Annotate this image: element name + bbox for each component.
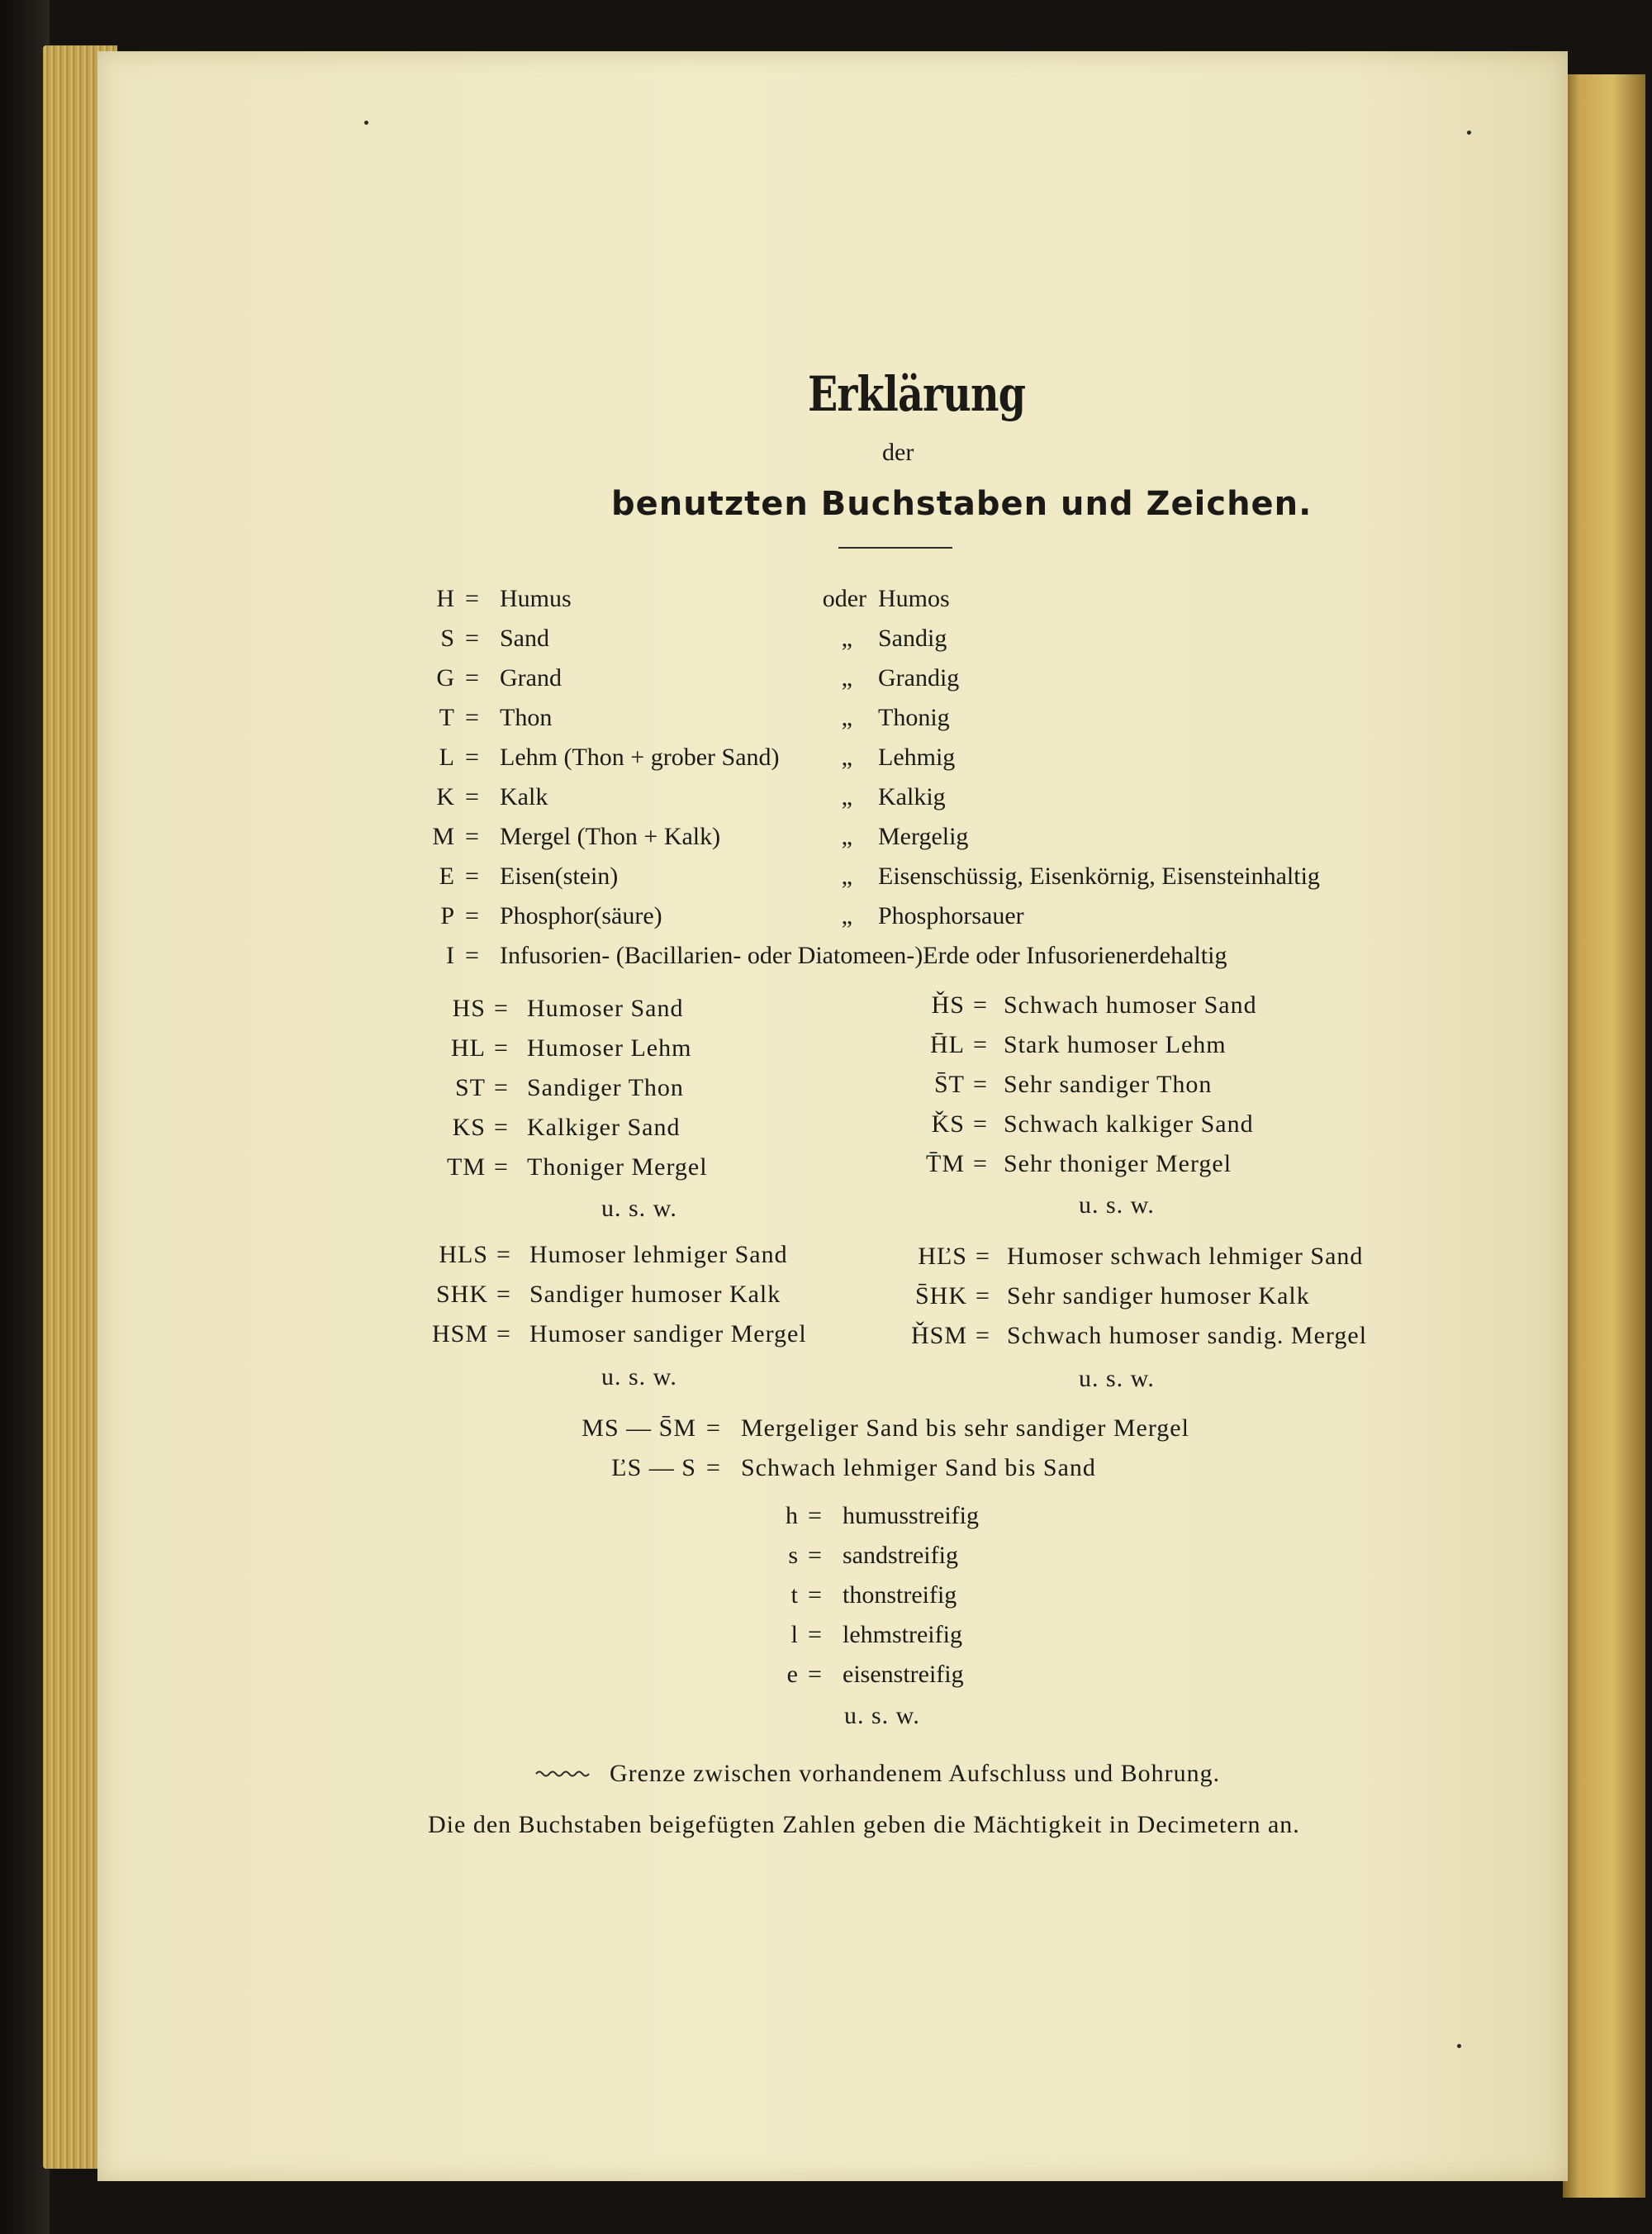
conjunction: „: [841, 704, 852, 731]
divider: [838, 547, 952, 549]
equals-sign: =: [465, 863, 479, 890]
symbol-meaning: Humoser lehmiger Sand: [529, 1241, 788, 1268]
equals-sign: =: [465, 585, 479, 612]
equals-sign: =: [465, 744, 479, 771]
conjunction: „: [841, 783, 852, 810]
equals-sign: =: [976, 1282, 990, 1310]
symbol-meaning: Schwach humoser Sand: [1004, 991, 1257, 1019]
symbol-code: E: [439, 863, 454, 890]
equals-sign: =: [973, 1110, 987, 1138]
equals-sign: =: [465, 664, 479, 692]
adjective-form: Grandig: [878, 664, 960, 692]
symbol-code: K: [436, 783, 454, 810]
page-title: Erklärung: [808, 366, 1026, 422]
stripe-code: t: [790, 1581, 798, 1609]
equals-sign: =: [465, 823, 479, 850]
adjective-form: Sandig: [878, 625, 947, 652]
symbol-meaning: Grand: [500, 664, 562, 692]
equals-sign: =: [808, 1621, 822, 1648]
symbol-meaning: Humoser Lehm: [527, 1034, 692, 1062]
equals-sign: =: [494, 1074, 508, 1101]
equals-sign: =: [465, 902, 479, 929]
symbol-code: ST: [454, 1074, 486, 1101]
symbol-code: T̄M: [926, 1150, 965, 1177]
etc-left-2: u. s. w.: [601, 1363, 677, 1390]
symbol-meaning: Stark humoser Lehm: [1004, 1031, 1227, 1058]
stripe-code: l: [790, 1621, 798, 1648]
footer-note: Die den Buchstaben beigefügten Zahlen geben die Mächtigkeit in Decimetern an.: [428, 1811, 1300, 1838]
symbol-code: H: [436, 585, 454, 612]
symbol-code: I: [446, 942, 454, 969]
symbol-meaning: Humus: [500, 585, 572, 612]
symbol-code: HLS: [439, 1241, 488, 1268]
adjective-form: Humos: [878, 585, 950, 612]
adjective-form: Thonig: [878, 704, 950, 731]
equals-sign: =: [808, 1581, 822, 1609]
adjective-form: Kalkig: [878, 783, 946, 810]
symbol-meaning: Humoser schwach lehmiger Sand: [1007, 1243, 1364, 1270]
equals-sign: =: [494, 1114, 508, 1141]
boundary-note: Grenze zwischen vorhandenem Aufschluss und Bohrung.: [610, 1760, 1221, 1787]
wavy-line-icon: [534, 1768, 592, 1780]
symbol-code: ȞSM: [910, 1322, 967, 1349]
conjunction: oder: [822, 585, 866, 612]
symbol-meaning: Lehm (Thon + grober Sand): [500, 744, 780, 771]
symbol-meaning: Humoser Sand: [527, 995, 684, 1022]
symbol-meaning: Sehr sandiger Thon: [1004, 1071, 1213, 1098]
title-der: der: [882, 439, 914, 466]
stripe-code: s: [788, 1542, 798, 1569]
conjunction: „: [841, 625, 852, 652]
symbol-meaning: Schwach kalkiger Sand: [1004, 1110, 1254, 1138]
equals-sign: =: [973, 1031, 987, 1058]
adjective-form: Phosphorsauer: [878, 902, 1024, 929]
symbol-code: ǨS: [931, 1110, 965, 1138]
symbol-code: H̄L: [930, 1031, 965, 1058]
stripe-meaning: lehmstreifig: [843, 1621, 962, 1648]
speck: [364, 121, 368, 125]
speck: [1467, 131, 1471, 135]
range-code: ĽS — S: [611, 1454, 696, 1481]
equals-sign: =: [465, 704, 479, 731]
symbol-code: S̄T: [933, 1071, 965, 1098]
symbol-code: HSM: [431, 1320, 488, 1348]
range-code: MS — S̄M: [582, 1414, 696, 1442]
equals-sign: =: [494, 995, 508, 1022]
symbol-meaning: Phosphor(säure): [500, 902, 662, 929]
equals-sign: =: [808, 1542, 822, 1569]
equals-sign: =: [973, 1071, 987, 1098]
symbol-code: HĽS: [918, 1243, 967, 1270]
equals-sign: =: [496, 1281, 510, 1308]
equals-sign: =: [465, 783, 479, 810]
adjective-form: Lehmig: [878, 744, 956, 771]
book-cover-left: [0, 0, 50, 2234]
symbol-code: T: [439, 704, 454, 731]
equals-sign: =: [465, 942, 479, 969]
symbol-meaning: Sand: [500, 625, 549, 652]
symbol-meaning: Schwach humoser sandig. Mergel: [1007, 1322, 1368, 1349]
adjective-form: Eisenschüssig, Eisenkörnig, Eisensteinhaltig: [878, 863, 1320, 890]
symbol-code: TM: [447, 1153, 486, 1181]
stripe-code: e: [786, 1661, 798, 1688]
symbol-meaning: Thoniger Mergel: [527, 1153, 708, 1181]
equals-sign: =: [976, 1322, 990, 1349]
conjunction: „: [841, 744, 852, 771]
symbol-meaning: Humoser sandiger Mergel: [529, 1320, 807, 1348]
stripe-meaning: thonstreifig: [843, 1581, 957, 1609]
conjunction: „: [841, 823, 852, 850]
etc-stripes: u. s. w.: [844, 1702, 920, 1729]
equals-sign: =: [973, 1150, 987, 1177]
equals-sign: =: [808, 1502, 822, 1529]
symbol-code: S̄HK: [914, 1282, 967, 1310]
etc-right: u. s. w.: [1079, 1191, 1155, 1219]
stripe-meaning: sandstreifig: [843, 1542, 958, 1569]
equals-sign: =: [706, 1454, 720, 1481]
equals-sign: =: [973, 991, 987, 1019]
equals-sign: =: [808, 1661, 822, 1688]
symbol-meaning: Infusorien- (Bacillarien- oder Diatomeen-)Erde oder Infusorienerdehaltig: [500, 942, 1227, 969]
symbol-meaning: Sehr sandiger humoser Kalk: [1007, 1282, 1310, 1310]
page-subtitle: benutzten Buchstaben und Zeichen.: [611, 485, 1313, 523]
range-meaning: Schwach lehmiger Sand bis Sand: [741, 1454, 1096, 1481]
stripe-code: h: [786, 1502, 798, 1529]
symbol-code: HL: [451, 1034, 486, 1062]
symbol-code: L: [439, 744, 454, 771]
symbol-code: P: [440, 902, 454, 929]
symbol-code: S: [440, 625, 454, 652]
symbol-meaning: Sandiger humoser Kalk: [529, 1281, 781, 1308]
symbol-code: HS: [452, 995, 486, 1022]
symbol-meaning: Mergel (Thon + Kalk): [500, 823, 721, 850]
symbol-meaning: Kalk: [500, 783, 548, 810]
equals-sign: =: [496, 1320, 510, 1348]
symbol-code: G: [436, 664, 454, 692]
speck: [1457, 2044, 1461, 2048]
equals-sign: =: [976, 1243, 990, 1270]
symbol-meaning: Eisen(stein): [500, 863, 619, 890]
equals-sign: =: [494, 1034, 508, 1062]
stripe-meaning: eisenstreifig: [843, 1661, 964, 1688]
conjunction: „: [841, 902, 852, 929]
symbol-code: M: [432, 823, 454, 850]
equals-sign: =: [494, 1153, 508, 1181]
symbol-meaning: Kalkiger Sand: [527, 1114, 681, 1141]
range-meaning: Mergeliger Sand bis sehr sandiger Mergel: [741, 1414, 1189, 1442]
symbol-code: KS: [452, 1114, 486, 1141]
symbol-meaning: Sehr thoniger Mergel: [1004, 1150, 1232, 1177]
etc-right-2: u. s. w.: [1079, 1365, 1155, 1392]
equals-sign: =: [706, 1414, 720, 1442]
symbol-code: SHK: [435, 1281, 488, 1308]
symbol-code: ȞS: [931, 991, 965, 1019]
conjunction: „: [841, 664, 852, 692]
equals-sign: =: [496, 1241, 510, 1268]
symbol-meaning: Sandiger Thon: [527, 1074, 684, 1101]
conjunction: „: [841, 863, 852, 890]
stripe-meaning: humusstreifig: [843, 1502, 979, 1529]
adjective-form: Mergelig: [878, 823, 969, 850]
equals-sign: =: [465, 625, 479, 652]
symbol-meaning: Thon: [500, 704, 553, 731]
book-edge-right: [1563, 74, 1645, 2198]
etc-left: u. s. w.: [601, 1195, 677, 1222]
